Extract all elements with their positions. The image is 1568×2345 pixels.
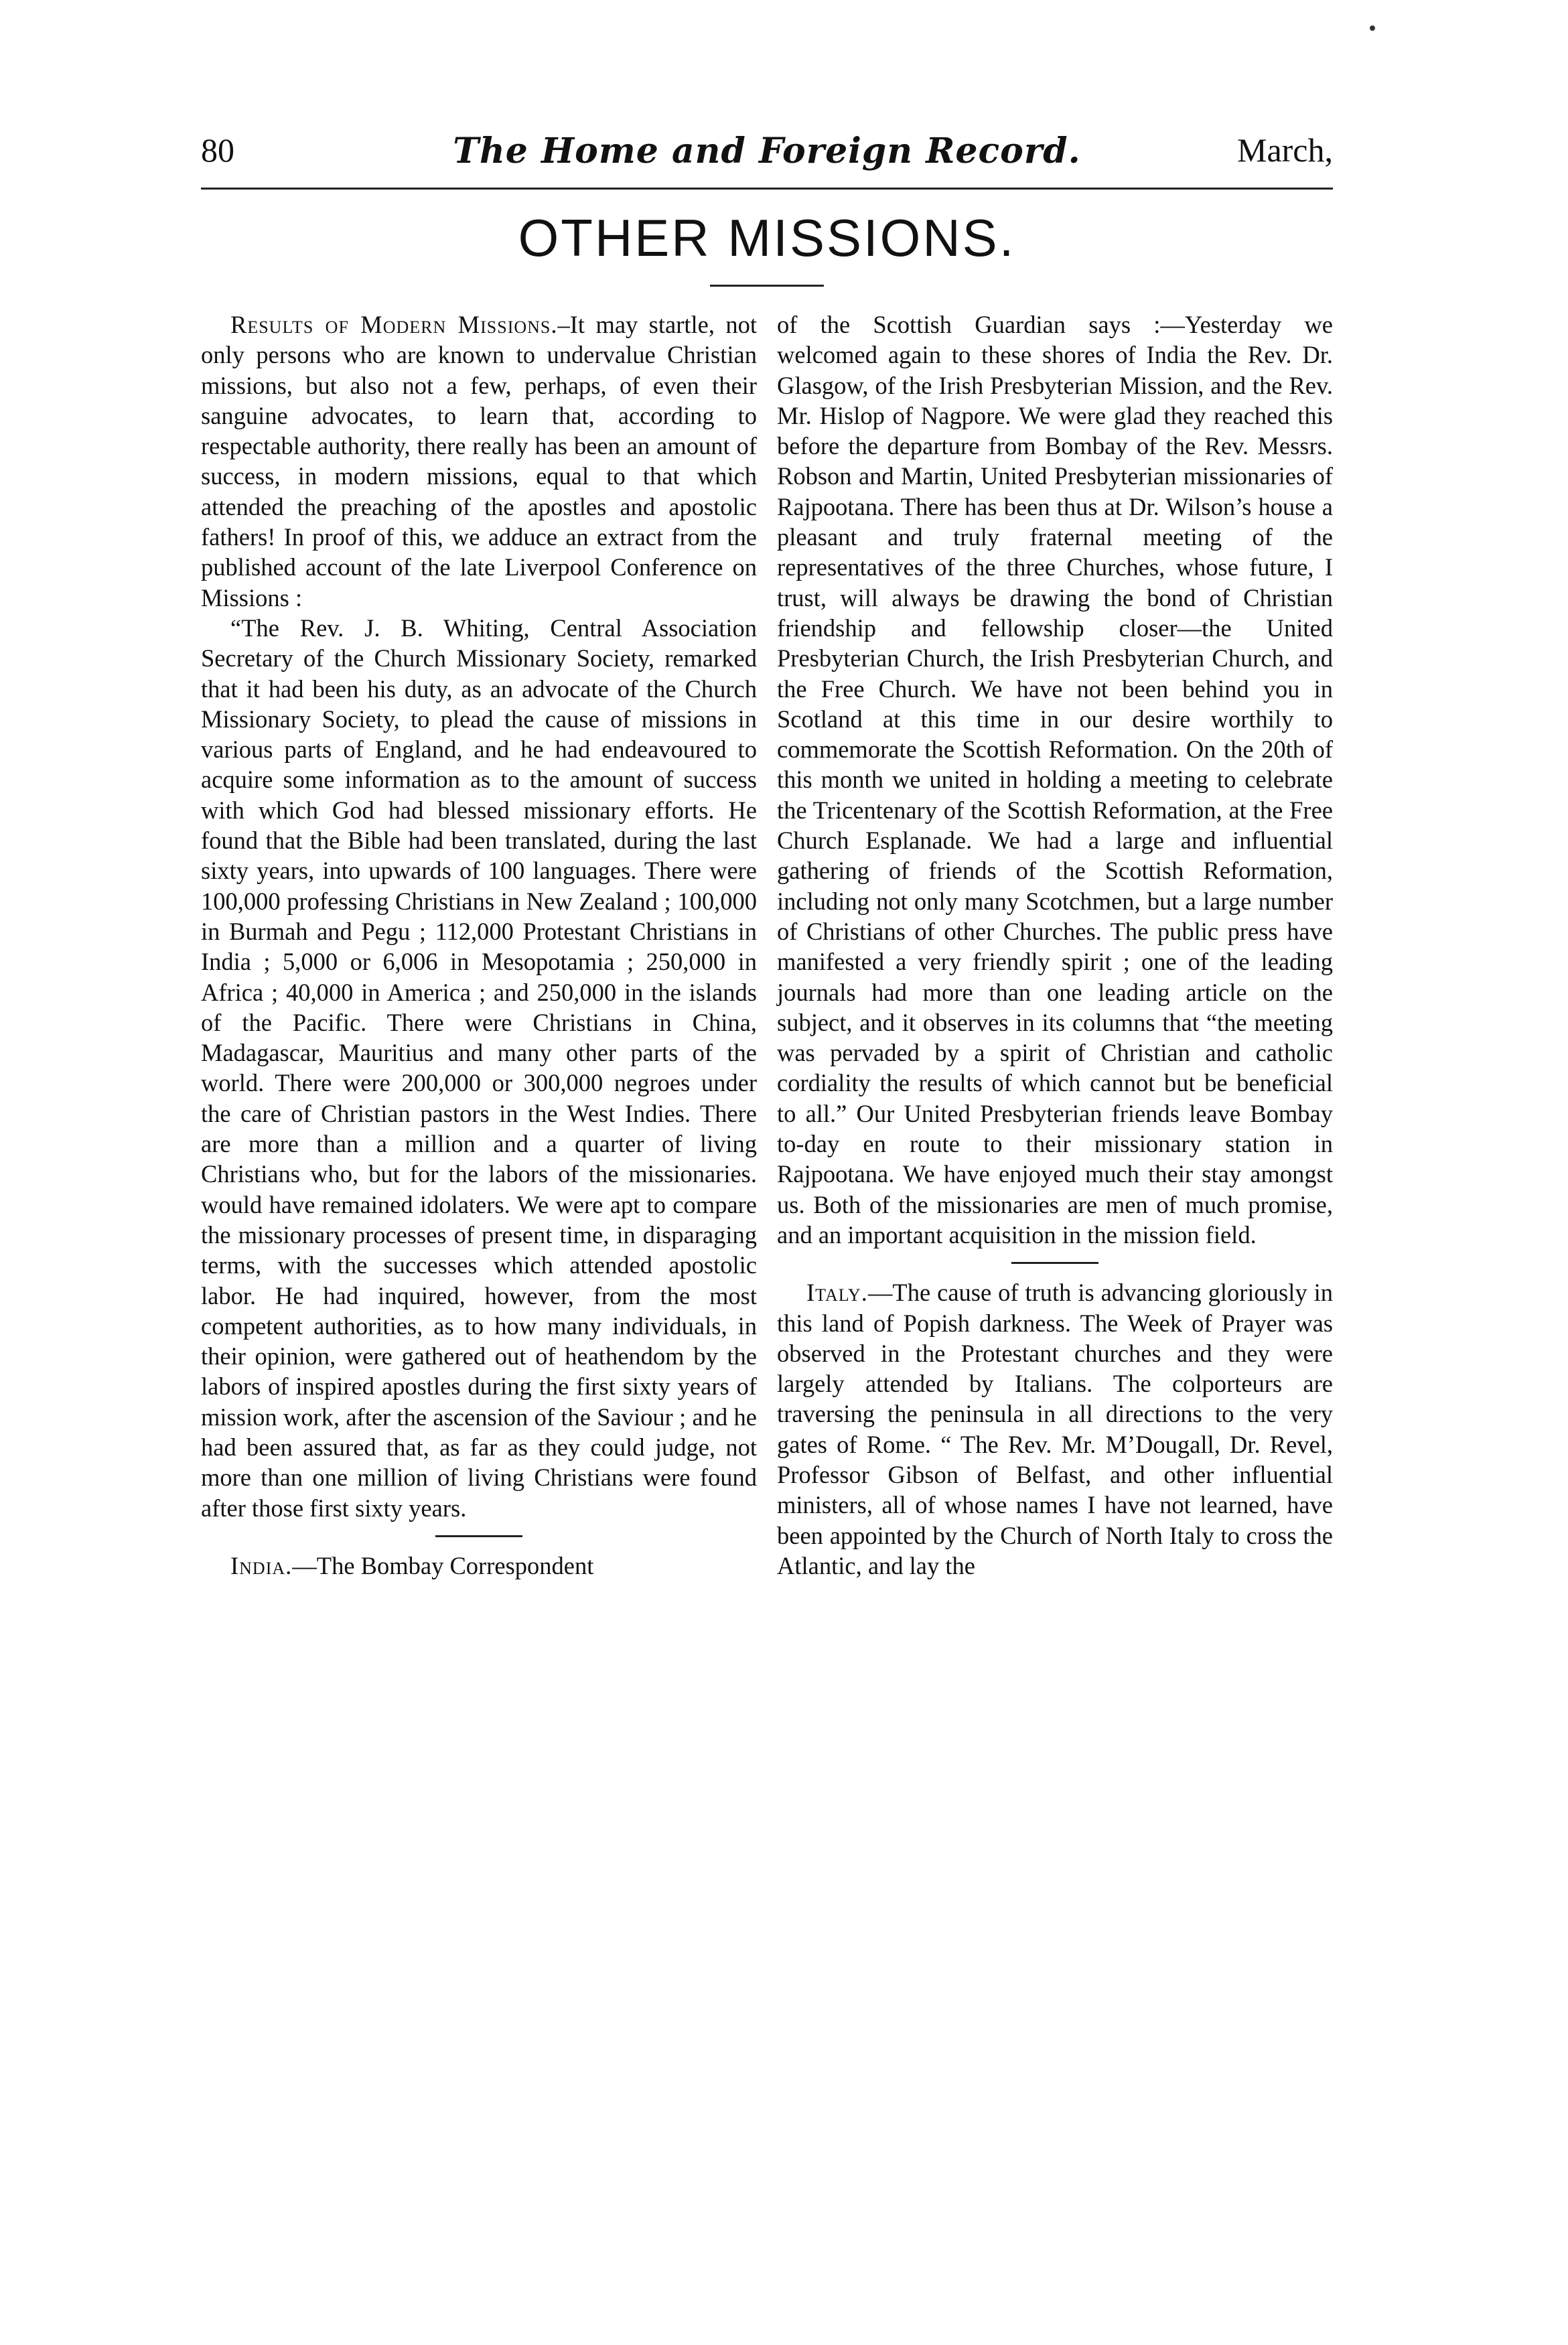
section-title: OTHER MISSIONS. <box>518 208 1016 267</box>
run-in-heading: Italy. <box>806 1279 868 1307</box>
section-separator <box>1011 1262 1098 1264</box>
paragraph-whiting-quote: “The Rev. J. B. Whiting, Central Association Secretary of the Church Missionary Society, remarked that it had been his duty, as an advocate of the Church Missionary Society, to plead the cause of missions in various parts of England, and he had endeavoured to acquire some information as to the amount of success with which God had blessed missionary efforts. He found that the Bible had been translated, during the last sixty years, into upwards of 100 languages. There were 100,000 professing Christians in New Zealand ; 100,000 in Burmah and Pegu ; 112,000 Protestant Christians in India ; 5,000 or 6,006 in Mesopotamia ; 250,000 in Africa ; 40,000 in America ; and 250,000 in the islands of the Pacific. There were Christians in China, Madagascar, Mauritius and many other parts of the world. There were 200,000 or 300,000 negroes under the care of Christian pastors in the West Indies. There are more than a million and a quarter of living Christians who, but for the labors of the missionaries. would have remained idolaters. We were apt to compare the missionary processes of present time, in disparaging terms, with the successes which attended apostolic labor. He had inquired, however, from the most competent authorities, as to how many individuals, in their opinion, were gathered out of heathendom by the labors of inspired apostles during the first sixty years of mission work, after the ascension of the Saviour ; and he had been assured that, as far as they could judge, not more than one million of living Christians were found after those first sixty years. <box>201 614 757 1522</box>
page-number: 80 <box>201 131 234 169</box>
paragraph-text: —The cause of truth is advancing gloriously in this land of Popish darkness. The Week of Prayer was observed in the Protestant churches and they were largely attended by Italians. The colporteurs are traversing the peninsula in all directions to the very gates of Rome. “ The Rev. Mr. M’Dougall, Dr. Revel, Professor Gibson of Belfast, and other influential ministers, all of whose names I have not learned, have been appointed by the Church of North Italy to cross the Atlantic, and lay the <box>777 1279 1333 1579</box>
title-rule <box>710 285 824 287</box>
paragraph-italy <box>777 1277 1333 1581</box>
paragraph-india <box>201 1551 757 1581</box>
paragraph-india-continued: of the Scottish Guardian says :—Yesterday we welcomed again to these shores of India the Rev. Dr. Glasgow, of the Irish Presbyterian Mission, and the Rev. Mr. Hislop of Nagpore. We were glad they reached this before the departure from Bombay of the Rev. Messrs. Robson and Martin, United Presbyterian missionaries of Rajpootana. There has been thus at Dr. Wilson’s house a pleasant and truly fraternal meeting of the representatives of the three Churches, whose future, I trust, will always be drawing the bond of Christian friendship and fellowship closer—the United Presbyterian Church, the Irish Presbyterian Church, and the Free Church. We have not been behind you in Scotland at this time in our desire worthily to commemorate the Scottish Reformation. On the 20th of this month we united in holding a meeting to celebrate the Tricentenary of the Scottish Reformation, at the Free Church Esplanade. We had a large and influential gathering of friends of the Scottish Reformation, including not only many Scotchmen, but a large number of Christians of other Churches. The public press have manifested a very friendly spirit ; one of the leading journals had more than one leading article on the subject, and it observes in its columns that “the meeting was pervaded by a spirit of Christian and catholic cordiality the results of which cannot but be beneficial to all.” Our United Presbyterian friends leave Bombay to-day en route to their missionary station in Rajpootana. We have enjoyed much their stay amongst us. Both of the missionaries are men of much promise, and an important acquisition in the mission field. <box>777 311 1333 1249</box>
running-header <box>201 131 1333 184</box>
section-separator <box>435 1535 522 1537</box>
run-in-heading: Results of Modern Missions. <box>230 311 558 338</box>
column-left <box>201 309 757 1581</box>
page-speck <box>1370 25 1375 31</box>
paragraph-results-of-missions <box>201 309 757 613</box>
header-rule <box>201 188 1333 190</box>
paragraph-text: –It may startle, not only persons who are known to undervalue Christian missions, but also not a few, perhaps, of even their sanguine advocates, to learn that, according to respectable authority, there really has been an amount of success, in modern missions, equal to that which attended the preaching of the apostles and apostolic fathers! In proof of this, we adduce an extract from the published account of the late Liverpool Conference on Missions : <box>201 311 757 612</box>
journal-title: The Home and Foreign Record. <box>453 131 1081 171</box>
run-in-heading: India. <box>230 1551 293 1579</box>
header-month: March, <box>1237 131 1333 169</box>
column-right <box>777 309 1333 1581</box>
paragraph-text: —The Bombay Correspondent <box>292 1551 594 1579</box>
